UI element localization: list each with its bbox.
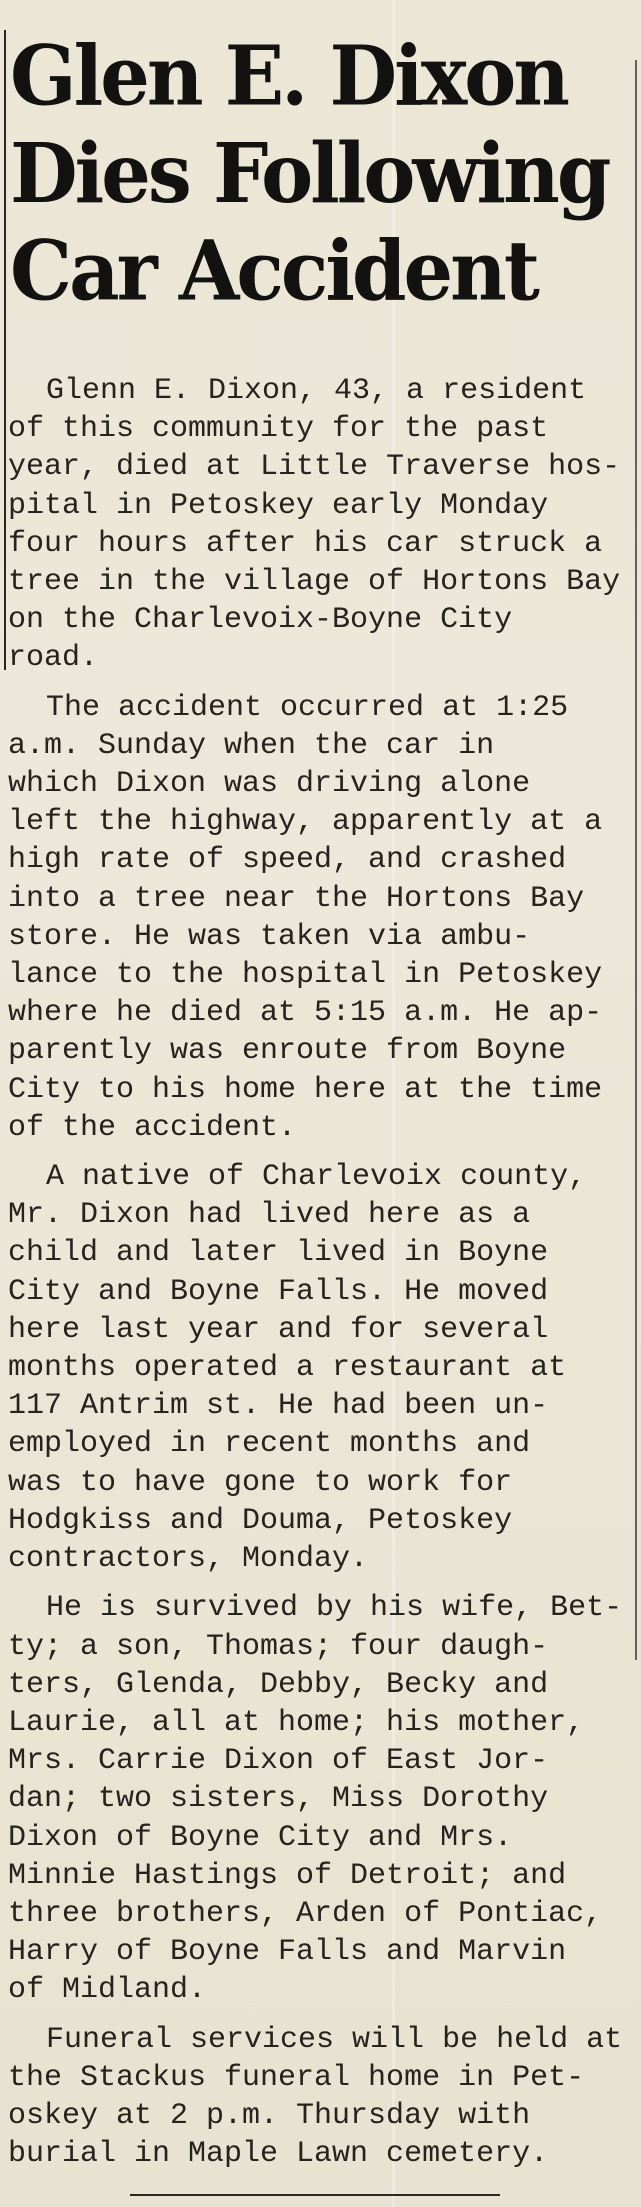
- text-line: four hours after his car struck a: [8, 526, 603, 561]
- text-line: three brothers, Arden of Pontiac,: [8, 1896, 603, 1931]
- column-rule-left: [4, 30, 6, 670]
- paragraph-3: [8, 1158, 608, 1578]
- column-rule-right: [635, 60, 637, 1660]
- text-line: 117 Antrim st. He had been un-: [8, 1389, 549, 1424]
- text-line: He is survived by his wife, Bet-: [46, 1591, 623, 1626]
- text-line: Mrs. Carrie Dixon of East Jor-: [8, 1744, 549, 1779]
- headline: [10, 28, 610, 321]
- article-body: [8, 372, 623, 2184]
- text-line: dan; two sisters, Miss Dorothy: [8, 1782, 549, 1817]
- text-line: Hodgkiss and Douma, Petoskey: [8, 1503, 513, 1538]
- text-line: where he died at 5:15 a.m. He ap-: [8, 996, 603, 1031]
- text-line: City to his home here at the time: [8, 1072, 603, 1107]
- text-line: the Stackus funeral home in Pet-: [8, 2060, 585, 2095]
- text-line: Funeral services will be held at: [46, 2022, 623, 2057]
- text-line: of this community for the past: [8, 412, 549, 447]
- text-line: Glenn E. Dixon, 43, a resident: [46, 374, 587, 408]
- headline-line: Car Accident: [10, 223, 537, 320]
- text-line: year, died at Little Traverse hos-: [8, 450, 621, 485]
- text-line: tree in the village of Hortons Bay: [8, 565, 621, 600]
- text-line: of Midland.: [8, 1973, 207, 2008]
- text-line: burial in Maple Lawn cemetery.: [8, 2137, 549, 2172]
- text-line: employed in recent months and: [8, 1427, 531, 1462]
- text-line: City and Boyne Falls. He moved: [8, 1274, 549, 1309]
- text-line: was to have gone to work for: [8, 1465, 513, 1500]
- text-line: Laurie, all at home; his mother,: [8, 1705, 585, 1740]
- text-line: contractors, Monday.: [8, 1542, 369, 1577]
- text-line: lance to the hospital in Petoskey: [8, 958, 603, 993]
- text-line: Harry of Boyne Falls and Marvin: [8, 1935, 567, 1970]
- text-line: which Dixon was driving alone: [8, 767, 531, 802]
- text-line: Dixon of Boyne City and Mrs.: [8, 1820, 513, 1855]
- text-line: left the highway, apparently at a: [8, 805, 603, 840]
- text-line: store. He was taken via ambu-: [8, 919, 531, 954]
- bottom-rule: [130, 2194, 500, 2196]
- paragraph-4: [8, 1589, 623, 2009]
- text-line: ters, Glenda, Debby, Becky and: [8, 1667, 549, 1702]
- text-line: oskey at 2 p.m. Thursday with: [8, 2098, 531, 2133]
- text-line: high rate of speed, and crashed: [8, 843, 567, 878]
- text-line: road.: [8, 641, 99, 676]
- text-line: on the Charlevoix-Boyne City: [8, 603, 513, 638]
- text-line: A native of Charlevoix county,: [46, 1160, 587, 1195]
- text-line: Mr. Dixon had lived here as a: [8, 1198, 531, 1233]
- headline-line: Glen E. Dixon: [10, 28, 568, 125]
- paragraph-5: [8, 2021, 623, 2174]
- paragraph-2: [8, 689, 608, 1147]
- text-line: of the accident.: [8, 1110, 297, 1145]
- text-line: The accident occurred at 1:25: [46, 690, 569, 725]
- text-line: a.m. Sunday when the car in: [8, 728, 495, 763]
- text-line: here last year and for several: [8, 1312, 549, 1347]
- text-line: months operated a restaurant at: [8, 1351, 567, 1386]
- text-line: ty; a son, Thomas; four daugh-: [8, 1629, 549, 1664]
- text-line: child and later lived in Boyne: [8, 1236, 549, 1271]
- text-line: pital in Petoskey early Monday: [8, 488, 549, 523]
- headline-line: Dies Following: [10, 125, 609, 222]
- text-line: Minnie Hastings of Detroit; and: [8, 1858, 567, 1893]
- text-line: parently was enroute from Boyne: [8, 1034, 567, 1069]
- text-line: into a tree near the Hortons Bay: [8, 881, 585, 916]
- paragraph-1: [8, 372, 621, 678]
